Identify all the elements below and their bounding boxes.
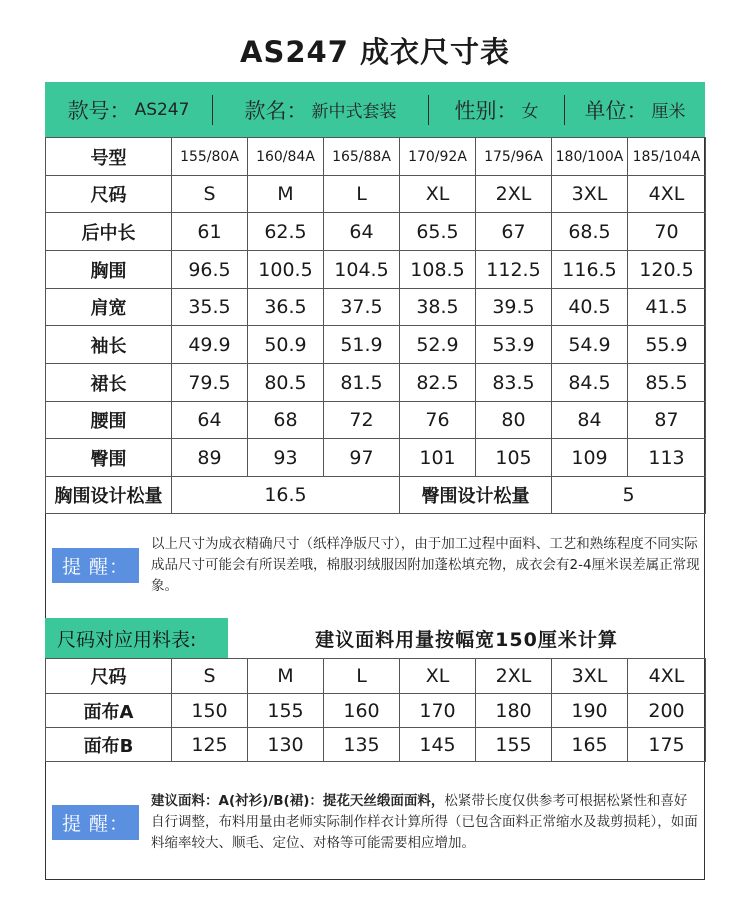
page-title: AS247 成衣尺寸表	[240, 35, 510, 69]
value-cell: 150	[172, 694, 248, 728]
model-label: 号型	[46, 138, 172, 176]
size-cell: XL	[400, 659, 476, 694]
value-cell: 116.5	[552, 251, 628, 289]
value-cell: 170	[400, 694, 476, 728]
value-cell: 130	[248, 728, 324, 762]
size-cell: S	[172, 659, 248, 694]
value-cell: 39.5	[476, 289, 552, 326]
style-name-key: 款名：	[244, 98, 308, 123]
value-cell: 84	[552, 402, 628, 439]
value-cell: 41.5	[628, 289, 706, 326]
value-cell: 125	[172, 728, 248, 762]
size-table	[45, 137, 706, 514]
value-cell: 70	[628, 213, 706, 251]
chest-ease-label: 胸围设计松量	[46, 477, 172, 514]
size-cell: L	[324, 659, 400, 694]
value-cell: 50.9	[248, 326, 324, 364]
value-cell: 96.5	[172, 251, 248, 289]
value-cell: 81.5	[324, 364, 400, 402]
gender-key: 性别：	[454, 98, 518, 123]
value-cell: 108.5	[400, 251, 476, 289]
size-cell: 4XL	[628, 659, 706, 694]
fabric-label: 面布A	[46, 694, 172, 728]
size-cell: 2XL	[476, 176, 552, 213]
value-cell: 175	[628, 728, 706, 762]
value-cell: 61	[172, 213, 248, 251]
value-cell: 83.5	[476, 364, 552, 402]
hip-ease-value: 5	[552, 477, 706, 514]
value-cell: 76	[400, 402, 476, 439]
value-cell: 79.5	[172, 364, 248, 402]
note-badge: 提 醒：	[52, 548, 139, 583]
value-cell: 62.5	[248, 213, 324, 251]
model-cell: 160/84A	[248, 138, 324, 176]
value-cell: 145	[400, 728, 476, 762]
row-label: 臀围	[46, 439, 172, 477]
note-text-body: 松紧带长度仅供参考可根据松紧性和喜好自行调整，布料用量由老师实际制作样衣计算所得（已包含面料正常缩水及裁剪损耗），如面料缩率较大、顺毛、定位、对格等可能需要相应增加。	[151, 793, 698, 851]
note-text	[151, 791, 700, 854]
hip-ease-label: 臀围设计松量	[400, 477, 552, 514]
value-cell: 200	[628, 694, 706, 728]
unit-value: 厘米	[651, 102, 686, 122]
fabric-size-label: 尺码	[46, 659, 172, 694]
value-cell: 89	[172, 439, 248, 477]
model-cell: 155/80A	[172, 138, 248, 176]
size-label: 尺码	[46, 176, 172, 213]
size-cell: XL	[400, 176, 476, 213]
fabric-row	[46, 728, 706, 762]
row-label: 腰围	[46, 402, 172, 439]
size-cell: L	[324, 176, 400, 213]
value-cell: 84.5	[552, 364, 628, 402]
fabric-table	[45, 658, 706, 762]
size-cell: 3XL	[552, 659, 628, 694]
table-row	[46, 251, 706, 289]
row-label: 袖长	[46, 326, 172, 364]
size-row	[46, 176, 706, 213]
value-cell: 155	[476, 728, 552, 762]
fabric-section-title: 尺码对应用料表:	[45, 618, 228, 658]
value-cell: 155	[248, 694, 324, 728]
size-cell: M	[248, 659, 324, 694]
value-cell: 54.9	[552, 326, 628, 364]
value-cell: 68.5	[552, 213, 628, 251]
gender	[429, 82, 564, 137]
fabric-section-header	[45, 618, 705, 658]
size-cell: 3XL	[552, 176, 628, 213]
value-cell: 112.5	[476, 251, 552, 289]
chest-ease-value: 16.5	[172, 477, 400, 514]
value-cell: 101	[400, 439, 476, 477]
value-cell: 82.5	[400, 364, 476, 402]
value-cell: 52.9	[400, 326, 476, 364]
value-cell: 104.5	[324, 251, 400, 289]
fabric-size-row	[46, 659, 706, 694]
value-cell: 72	[324, 402, 400, 439]
value-cell: 37.5	[324, 289, 400, 326]
value-cell: 190	[552, 694, 628, 728]
unit-key: 单位：	[584, 98, 648, 123]
value-cell: 64	[324, 213, 400, 251]
value-cell: 120.5	[628, 251, 706, 289]
row-label: 裙长	[46, 364, 172, 402]
table-row	[46, 402, 706, 439]
style-no-key: 款号：	[67, 98, 131, 123]
ease-row	[46, 477, 706, 514]
style-name-value: 新中式套装	[311, 102, 397, 122]
table-row	[46, 213, 706, 251]
size-cell: M	[248, 176, 324, 213]
value-cell: 65.5	[400, 213, 476, 251]
value-cell: 180	[476, 694, 552, 728]
note-text-bold: 建议面料：A(衬衫)/B(裙)：提花天丝缎面面料，	[151, 793, 445, 809]
model-cell: 175/96A	[476, 138, 552, 176]
row-label: 肩宽	[46, 289, 172, 326]
table-row	[46, 439, 706, 477]
value-cell: 68	[248, 402, 324, 439]
value-cell: 35.5	[172, 289, 248, 326]
value-cell: 93	[248, 439, 324, 477]
note-2	[52, 770, 700, 875]
size-cell: 4XL	[628, 176, 706, 213]
value-cell: 64	[172, 402, 248, 439]
table-row	[46, 289, 706, 326]
value-cell: 49.9	[172, 326, 248, 364]
table-row	[46, 326, 706, 364]
value-cell: 135	[324, 728, 400, 762]
fabric-label: 面布B	[46, 728, 172, 762]
value-cell: 105	[476, 439, 552, 477]
model-cell: 180/100A	[552, 138, 628, 176]
model-cell: 170/92A	[400, 138, 476, 176]
note-1	[52, 515, 700, 615]
header-bar	[45, 82, 705, 137]
value-cell: 80	[476, 402, 552, 439]
value-cell: 67	[476, 213, 552, 251]
model-cell: 165/88A	[324, 138, 400, 176]
value-cell: 85.5	[628, 364, 706, 402]
value-cell: 80.5	[248, 364, 324, 402]
value-cell: 55.9	[628, 326, 706, 364]
value-cell: 160	[324, 694, 400, 728]
value-cell: 100.5	[248, 251, 324, 289]
value-cell: 40.5	[552, 289, 628, 326]
model-row	[46, 138, 706, 176]
value-cell: 165	[552, 728, 628, 762]
value-cell: 36.5	[248, 289, 324, 326]
value-cell: 113	[628, 439, 706, 477]
value-cell: 97	[324, 439, 400, 477]
row-label: 后中长	[46, 213, 172, 251]
table-row	[46, 364, 706, 402]
fabric-section-note: 建议面料用量按幅宽150厘米计算	[315, 628, 618, 651]
unit	[565, 82, 705, 137]
style-no-value: AS247	[134, 99, 190, 120]
fabric-row	[46, 694, 706, 728]
style-no	[45, 82, 212, 137]
note-text: 以上尺寸为成衣精确尺寸（纸样净版尺寸），由于加工过程中面料、工艺和熟练程度不同实际成品尺寸可能会有所误差哦，棉服羽绒服因附加蓬松填充物，成衣会有2-4厘米误差属正常现象。	[151, 535, 700, 594]
value-cell: 109	[552, 439, 628, 477]
value-cell: 53.9	[476, 326, 552, 364]
style-name	[213, 82, 428, 137]
value-cell: 87	[628, 402, 706, 439]
size-cell: S	[172, 176, 248, 213]
value-cell: 38.5	[400, 289, 476, 326]
row-label: 胸围	[46, 251, 172, 289]
note-badge: 提 醒：	[52, 805, 139, 840]
model-cell: 185/104A	[628, 138, 706, 176]
gender-value: 女	[521, 102, 539, 122]
size-cell: 2XL	[476, 659, 552, 694]
value-cell: 51.9	[324, 326, 400, 364]
